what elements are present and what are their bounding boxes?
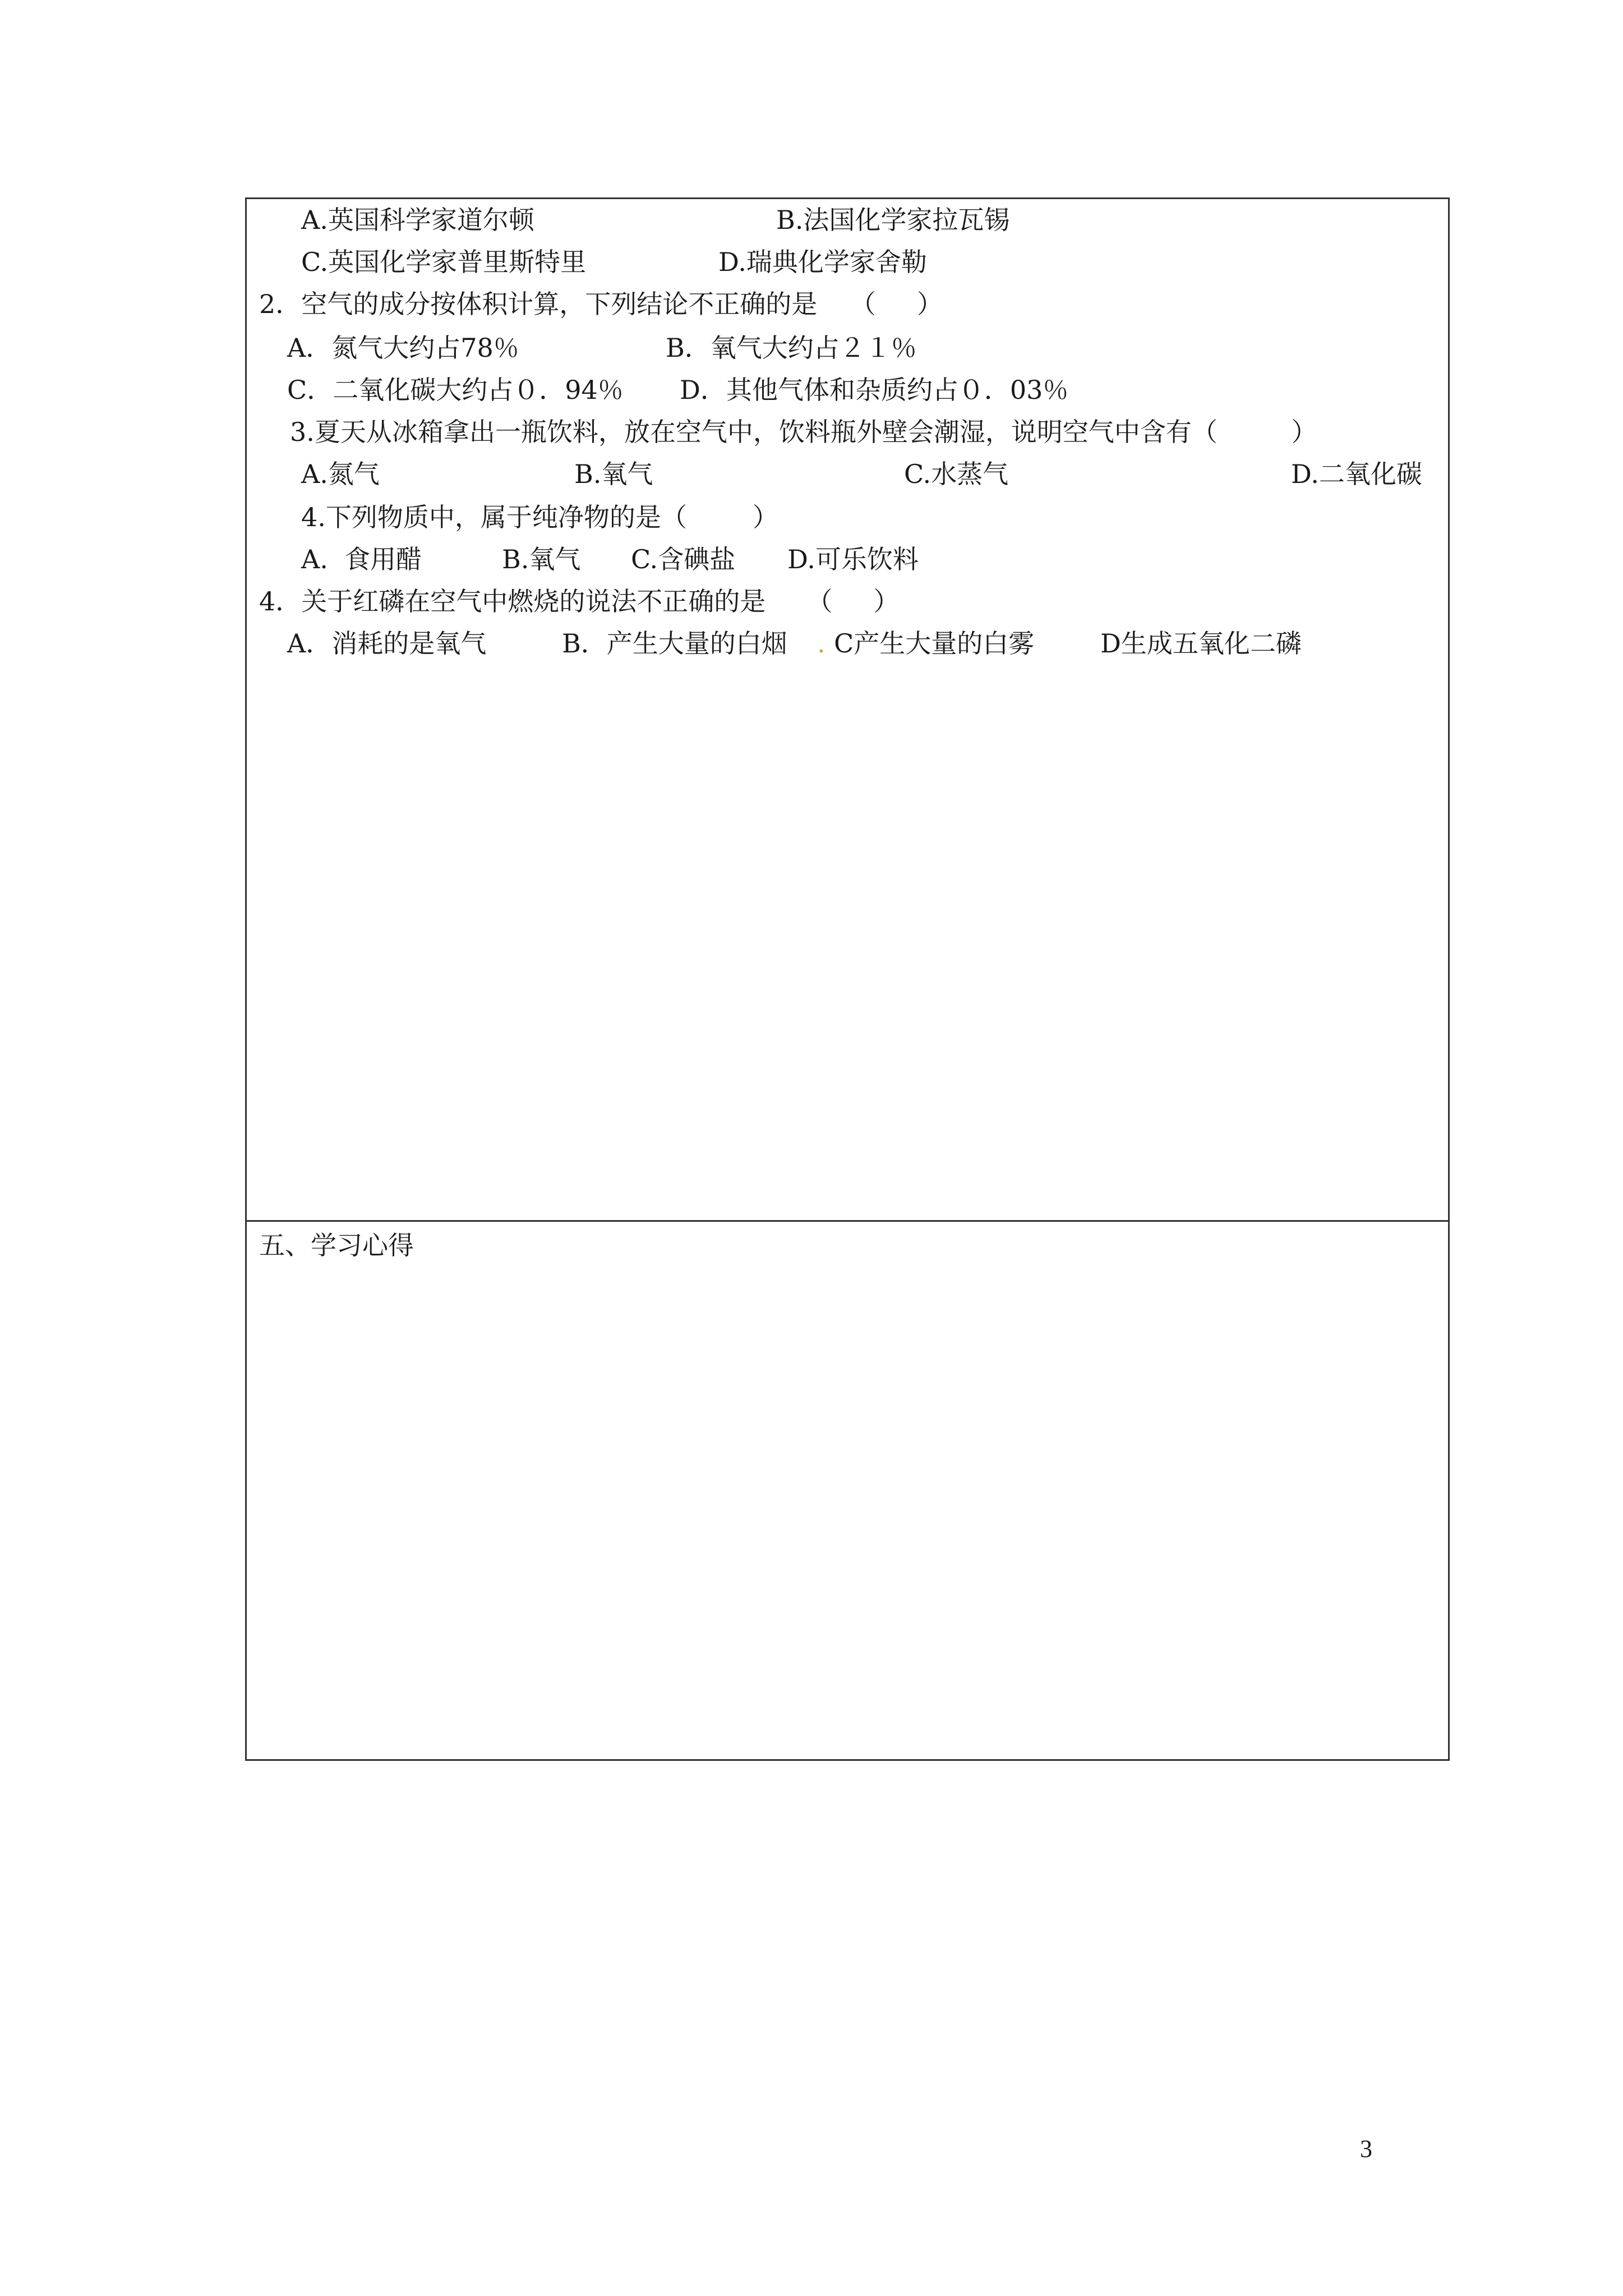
table-row-divider: [247, 1220, 1448, 1222]
q3-option-c: C.水蒸气: [904, 459, 1009, 489]
q2-stem: 2．空气的成分按体积计算，下列结论不正确的是 （ ）: [259, 289, 943, 319]
section-5-title: 五、学习心得: [259, 1230, 414, 1260]
q4a-option-c: C.含碘盐: [631, 544, 736, 574]
q1-option-a: A.英国科学家道尔顿: [301, 205, 534, 235]
q4b-accent-dot: .: [817, 628, 826, 659]
q2-option-c: C．二氧化碳大约占０．94％: [287, 375, 624, 405]
q3-option-b: B.氧气: [574, 459, 653, 489]
q4b-stem: 4．关于红磷在空气中燃烧的说法不正确的是 （ ）: [259, 586, 900, 616]
q2-option-b: B．氧气大约占２１％: [666, 333, 917, 363]
q2-option-a: A．氮气大约占78％: [287, 333, 519, 363]
q4a-option-d: D.可乐饮料: [787, 544, 919, 574]
q4b-option-d: D生成五氧化二磷: [1100, 628, 1302, 659]
q2-option-d: D．其他气体和杂质约占０．03％: [680, 375, 1069, 405]
q4a-option-b: B.氧气: [502, 544, 581, 574]
q1-option-c: C.英国化学家普里斯特里: [301, 247, 587, 277]
page-number: 3: [1360, 2135, 1372, 2162]
q3-option-d: D.二氧化碳: [1291, 459, 1422, 489]
q3-stem: 3.夏天从冰箱拿出一瓶饮料，放在空气中，饮料瓶外壁会潮湿，说明空气中含有（ ）: [290, 417, 1317, 447]
q1-option-d: D.瑞典化学家舍勒: [718, 247, 927, 277]
q4a-stem: 4.下列物质中，属于纯净物的是（ ）: [301, 502, 778, 532]
q1-option-b: B.法国化学家拉瓦锡: [776, 205, 1010, 235]
q4b-option-a: A．消耗的是氧气: [287, 628, 487, 659]
q4b-option-b: B．产生大量的白烟: [562, 628, 787, 659]
q4b-option-c: C产生大量的白雾: [834, 628, 1035, 659]
q4b-options-row: [287, 627, 1302, 829]
q4a-option-a: A. 食用醋: [301, 544, 422, 574]
q3-option-a: A.氮气: [301, 459, 380, 489]
